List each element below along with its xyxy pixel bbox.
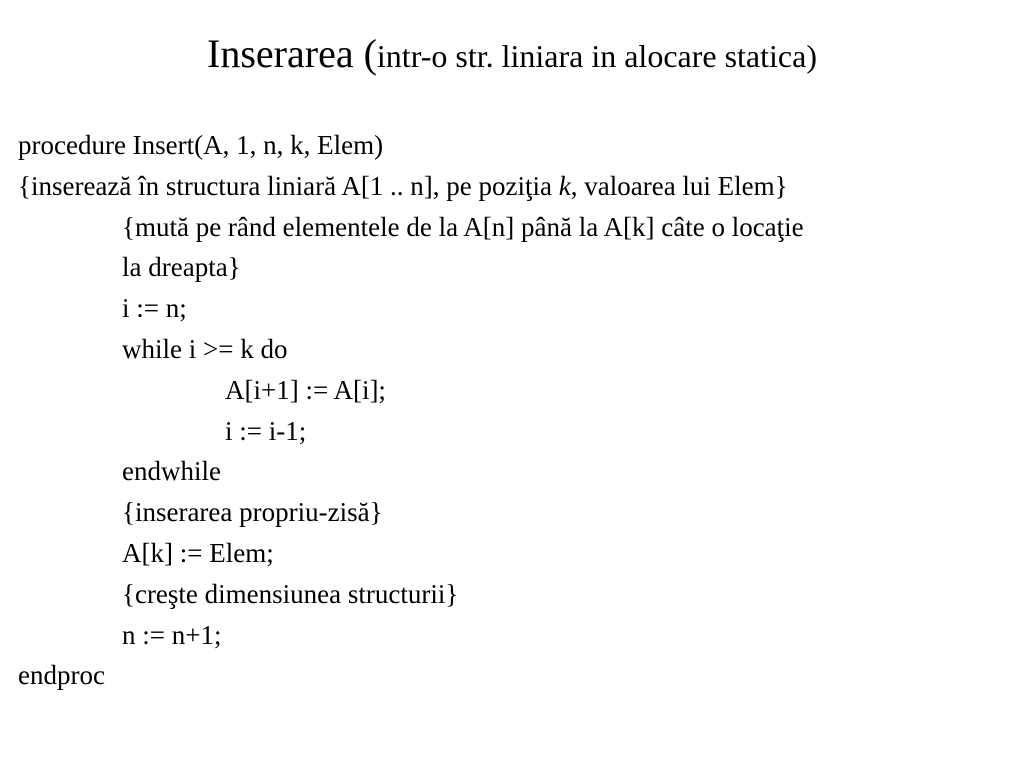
increment-statement: n := n+1; xyxy=(122,619,222,650)
while-header: while i >= k do xyxy=(122,333,288,364)
title-subtitle: intr-o str. liniara in alocare statica) xyxy=(376,38,817,74)
procedure-description-comment xyxy=(18,166,1018,207)
procedure-signature: procedure Insert(A, 1, n, k, Elem) xyxy=(18,130,384,160)
description-k: k xyxy=(558,170,571,201)
description-part-2: , valoarea lui Elem} xyxy=(570,170,788,201)
description-part-1: {inserează în structura liniară A[1 .. n], pe poziţia xyxy=(18,170,559,201)
element-assignment: A[k] := Elem; xyxy=(122,537,274,568)
init-statement: i := n; xyxy=(122,293,187,324)
grow-comment: {creşte dimensiunea structurii} xyxy=(122,578,459,609)
slide-title xyxy=(0,30,1024,78)
procedure-end: endproc xyxy=(18,660,105,691)
insert-comment: {inserarea propriu-zisă} xyxy=(122,497,383,528)
pseudocode-block xyxy=(18,125,1018,696)
decrement-statement: i := i-1; xyxy=(225,415,307,446)
title-main: Inserarea ( xyxy=(207,31,377,76)
shift-comment-line-2: la dreapta} xyxy=(122,252,241,283)
shift-assignment: A[i+1] := A[i]; xyxy=(225,374,386,405)
shift-comment-line-1: {mută pe rând elementele de la A[n] până la A[k] câte o locaţie xyxy=(122,211,804,242)
while-end: endwhile xyxy=(122,456,221,487)
